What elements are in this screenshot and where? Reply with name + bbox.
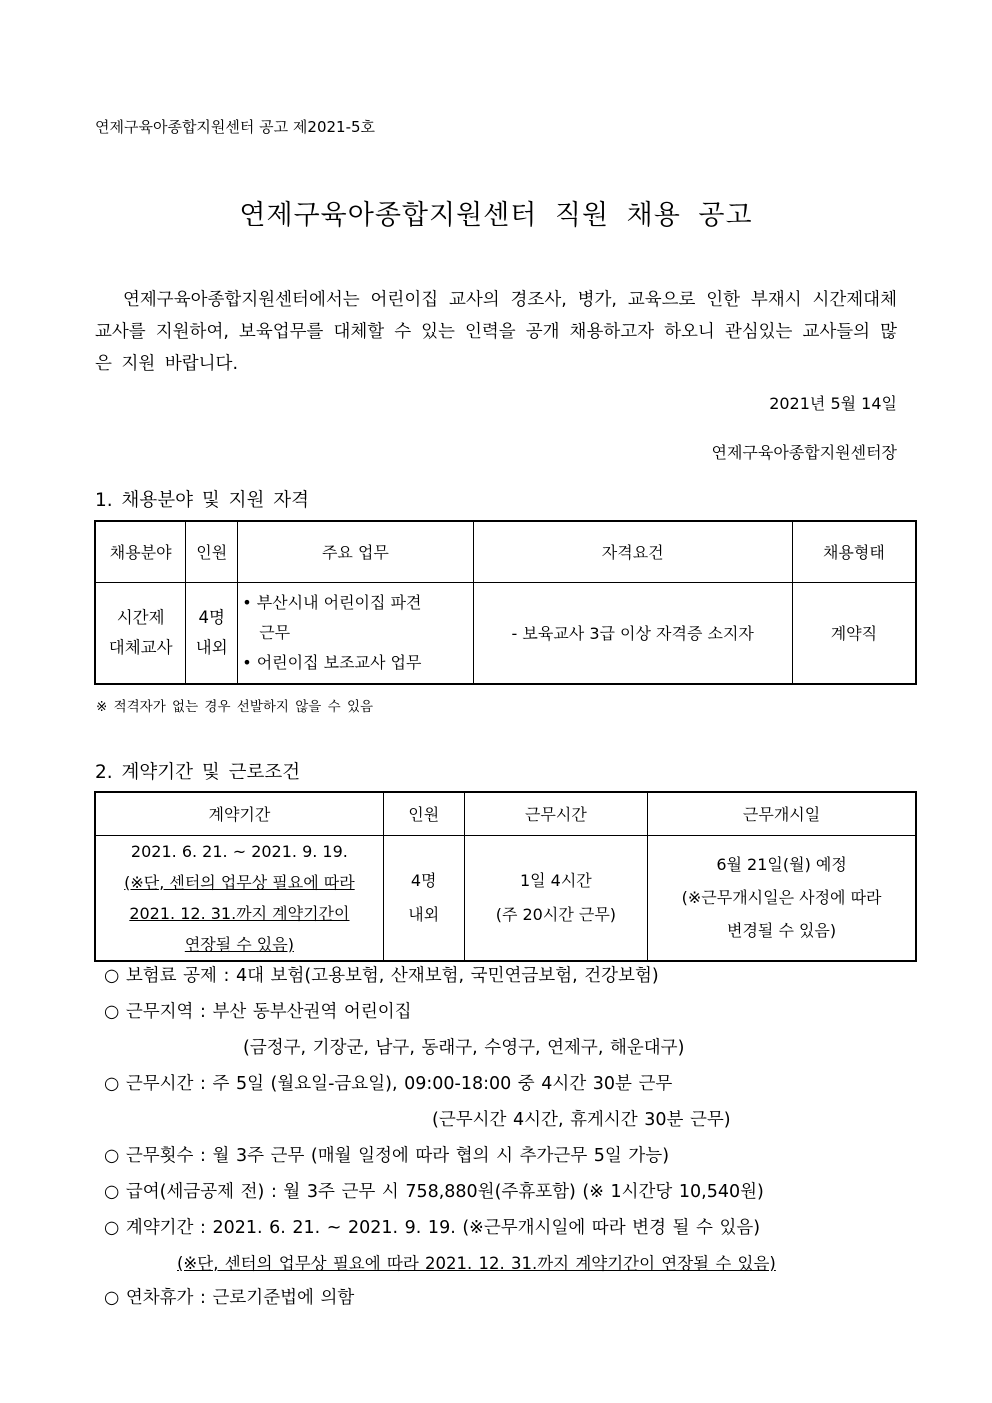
hours-cell [464, 835, 648, 961]
section1-heading: 1. 채용분야 및 지원 자격 [95, 490, 310, 511]
header-cell: 인원 [186, 521, 238, 582]
count-cell [186, 582, 238, 684]
field-line: 대체교사 [108, 637, 173, 657]
table-row [95, 582, 916, 684]
period-line: (※단, 센터의 업무상 필요에 따라 [124, 872, 355, 892]
hours-line: (주 20시간 근무) [495, 904, 617, 924]
field-cell [95, 582, 186, 684]
recruitment-table [94, 520, 917, 685]
employment-type-cell: 계약직 [792, 582, 916, 684]
period-item: ○ 계약기간 : 2021. 6. 21. ~ 2021. 9. 19. (※근무개시일에 따라 변경 될 수 있음) [104, 1218, 761, 1238]
count-line: 내외 [195, 637, 228, 657]
duty-line: 근무 [259, 622, 291, 642]
intro-text: 연제구육아종합지원센터에서는 어린이집 교사의 경조사, 병가, 교육으로 인한 부재시 시간제대체교사를 지원하여, 보육업무를 대체할 수 있는 인력을 공개 채용하고자 하오니 관심있는 교사들의 많은 지원 바랍니다. [95, 290, 897, 374]
field-line: 시간제 [116, 607, 165, 627]
area-item: ○ 근무지역 : 부산 동부산권역 어린이집 [104, 1002, 412, 1022]
count-line: 4명 [410, 870, 437, 890]
page-title: 연제구육아종합지원센터 직원 채용 공고 [239, 200, 753, 231]
contract-table [94, 791, 917, 962]
salary-item: ○ 급여(세금공제 전) : 월 3주 근무 시 758,880원(주휴포함) (※ 1시간당 10,540원) [104, 1182, 764, 1202]
table-header-row [95, 792, 916, 835]
period-detail: (※단, 센터의 업무상 필요에 따라 2021. 12. 31.까지 계약기간이 연장될 수 있음) [177, 1254, 776, 1273]
header-cell: 주요 업무 [238, 521, 473, 582]
intro-paragraph [95, 284, 897, 380]
header-cell: 채용형태 [792, 521, 916, 582]
leave-item: ○ 연차휴가 : 근로기준법에 의함 [104, 1288, 355, 1308]
header-cell: 자격요건 [473, 521, 792, 582]
header-cell: 채용분야 [95, 521, 186, 582]
period-line: 연장될 수 있음) [184, 934, 294, 954]
table-row [95, 835, 916, 961]
frequency-item: ○ 근무횟수 : 월 3주 근무 (매월 일정에 따라 협의 시 추가근무 5일 가능) [104, 1146, 670, 1166]
start-line: (※근무개시일은 사정에 따라 [681, 888, 882, 907]
hours-line: 1일 4시간 [519, 870, 592, 890]
issuer: 연제구육아종합지원센터장 [711, 443, 897, 462]
insurance-item: ○ 보험료 공제 : 4대 보험(고용보험, 산재보험, 국민연금보험, 건강보험) [104, 966, 659, 986]
time-item: ○ 근무시간 : 주 5일 (월요일-금요일), 09:00-18:00 중 4시간 30분 근무 [104, 1074, 673, 1094]
period-line: 2021. 6. 21. ~ 2021. 9. 19. [130, 841, 348, 861]
count-line: 4명 [198, 607, 225, 627]
notice-number: 연제구육아종합지원센터 공고 제2021-5호 [95, 118, 376, 136]
header-cell: 인원 [383, 792, 464, 835]
duties-cell [238, 582, 473, 684]
start-line: 변경될 수 있음) [726, 921, 837, 940]
start-date-cell [648, 835, 916, 961]
header-cell: 계약기간 [95, 792, 383, 835]
section2-heading: 2. 계약기간 및 근로조건 [95, 762, 301, 783]
period-line: 2021. 12. 31.까지 계약기간이 [129, 903, 350, 923]
count-cell [383, 835, 464, 961]
note-text: ※ 적격자가 없는 경우 선발하지 않을 수 있음 [96, 699, 374, 715]
count-line: 내외 [408, 904, 440, 924]
period-cell [95, 835, 383, 961]
qualification-cell: - 보육교사 3급 이상 자격증 소지자 [473, 582, 792, 684]
duty-line: • 부산시내 어린이집 파견 [242, 592, 422, 612]
header-cell: 근무개시일 [648, 792, 916, 835]
table-header-row [95, 521, 916, 582]
notice-date: 2021년 5월 14일 [769, 394, 897, 413]
duty-line: • 어린이집 보조교사 업무 [242, 652, 422, 672]
time-detail: (근무시간 4시간, 휴게시간 30분 근무) [432, 1110, 731, 1130]
header-cell: 근무시간 [464, 792, 648, 835]
area-detail: (금정구, 기장군, 남구, 동래구, 수영구, 연제구, 해운대구) [243, 1038, 685, 1058]
start-line: 6월 21일(월) 예정 [716, 855, 847, 874]
